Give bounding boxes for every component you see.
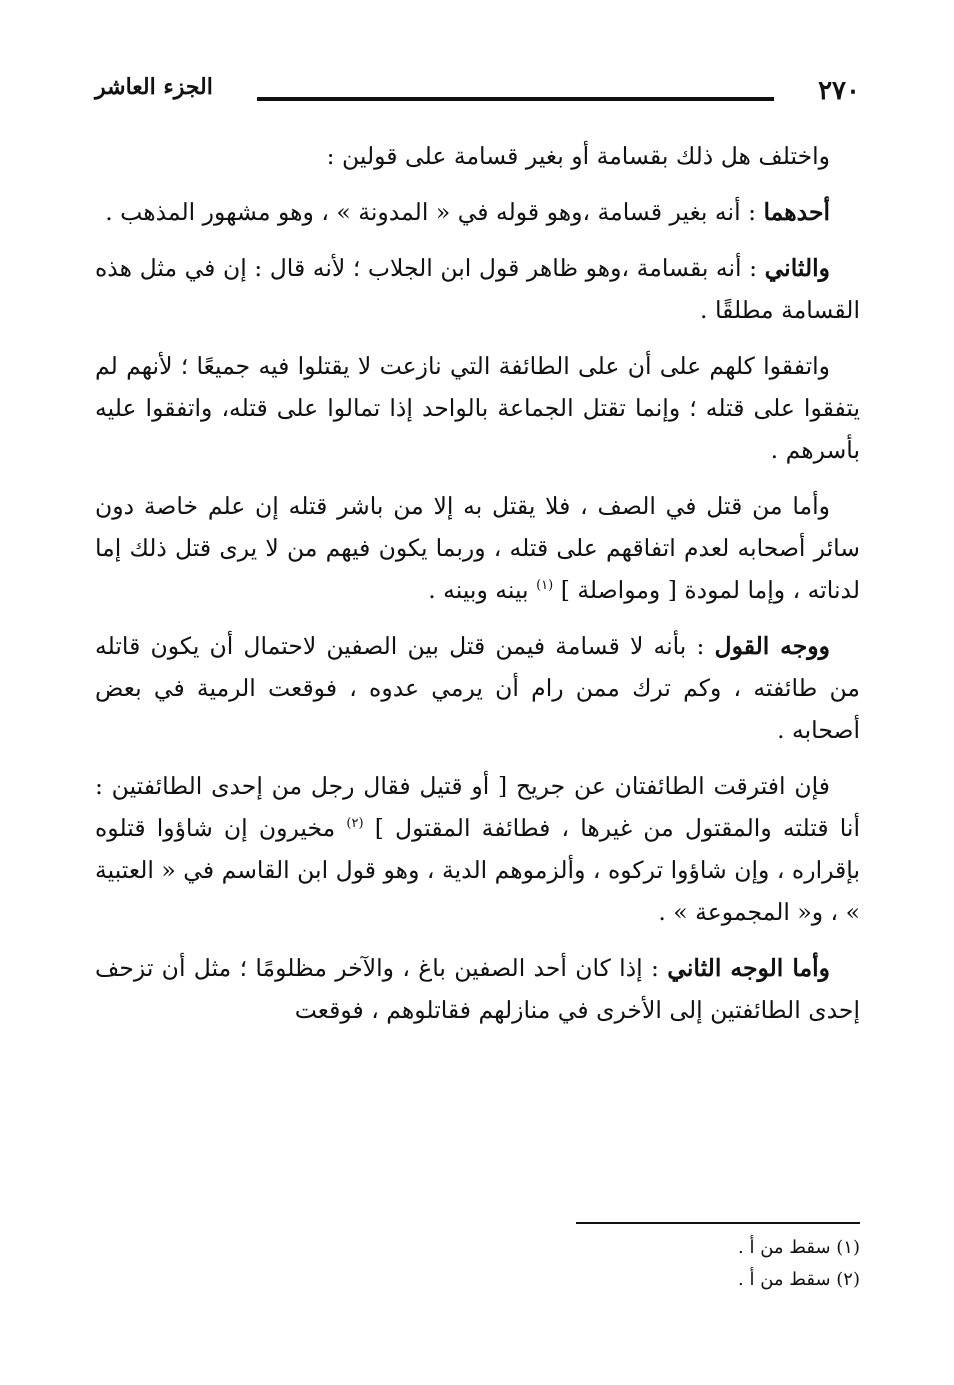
footnote-ref[interactable]: (١) xyxy=(536,578,554,594)
page-header xyxy=(95,70,860,110)
body-text xyxy=(95,135,860,1045)
header-rule xyxy=(257,97,774,101)
paragraph-text: فإن افترقت الطائفتان عن جريح [ أو قتيل فقال رجل من إحدى الطائفتين : أنا قتلته والمقتول من غيرها ، فطائفة المقتول ] xyxy=(95,772,860,842)
paragraph-text: : أنه بقسامة ،وهو ظاهر قول ابن الجلاب ؛ لأنه قال : إن في مثل هذه القسامة مطلقًا . xyxy=(95,254,860,324)
paragraph-lead: أحدهما xyxy=(763,198,830,226)
paragraph-text-after: مخيرون إن شاؤوا قتلوه بإقراره ، وإن شاؤوا تركوه ، وألزموهم الدية ، وهو قول ابن القاسم في « العتبية » ، و« المجموعة » . xyxy=(95,814,860,926)
running-title: الجزء العاشر xyxy=(95,74,213,100)
paragraph-lead: والثاني xyxy=(764,254,830,282)
footnote: (١) سقط من أ . xyxy=(738,1237,860,1258)
paragraph-text: : بأنه لا قسامة فيمن قتل بين الصفين لاحتمال أن يكون قاتله من طائفته ، وكم ترك ممن رام أن يرمي عدوه ، فوقعت الرمية في بعض أصحابه . xyxy=(95,632,860,744)
paragraph-text: واتفقوا كلهم على أن على الطائفة التي نازعت لا يقتلوا فيه جميعًا ؛ لأنهم لم يتفقوا على قتله ؛ وإنما تقتل الجماعة بالواحد إذا تمالوا على قتله، واتفقوا عليه بأسرهم . xyxy=(95,352,860,464)
page-number: ٢٧٠ xyxy=(818,76,860,106)
paragraph-text: : إذا كان أحد الصفين باغ ، والآخر مظلومًا ؛ مثل أن تزحف إحدى الطائفتين إلى الأخرى في منازلهم فقاتلوهم ، فوقعت xyxy=(95,954,860,1024)
paragraph xyxy=(95,135,860,177)
paragraph xyxy=(95,247,860,331)
paragraph xyxy=(95,485,860,611)
paragraph-text: واختلف هل ذلك بقسامة أو بغير قسامة على قولين : xyxy=(326,142,830,170)
footnote-rule xyxy=(576,1222,860,1224)
paragraph xyxy=(95,947,860,1031)
paragraph-text: : أنه بغير قسامة ،وهو قوله في « المدونة » ، وهو مشهور المذهب . xyxy=(105,198,764,226)
paragraph xyxy=(95,765,860,933)
paragraph xyxy=(95,191,860,233)
paragraph xyxy=(95,345,860,471)
footnote: (٢) سقط من أ . xyxy=(738,1269,860,1290)
paragraph-lead: ووجه القول xyxy=(714,632,830,660)
paragraph xyxy=(95,625,860,751)
footnotes xyxy=(495,1232,860,1296)
paragraph-text: وأما من قتل في الصف ، فلا يقتل به إلا من باشر قتله إن علم خاصة دون سائر أصحابه لعدم اتفاقهم على قتله ، وربما يكون فيهم من لا يرى قتل ذلك إما لدناته ، وإما لمودة [ ومواصلة ] xyxy=(95,492,860,604)
footnote-ref[interactable]: (٢) xyxy=(346,816,364,832)
paragraph-lead: وأما الوجه الثاني xyxy=(667,954,830,982)
paragraph-text-after: بينه وبينه . xyxy=(428,576,537,604)
